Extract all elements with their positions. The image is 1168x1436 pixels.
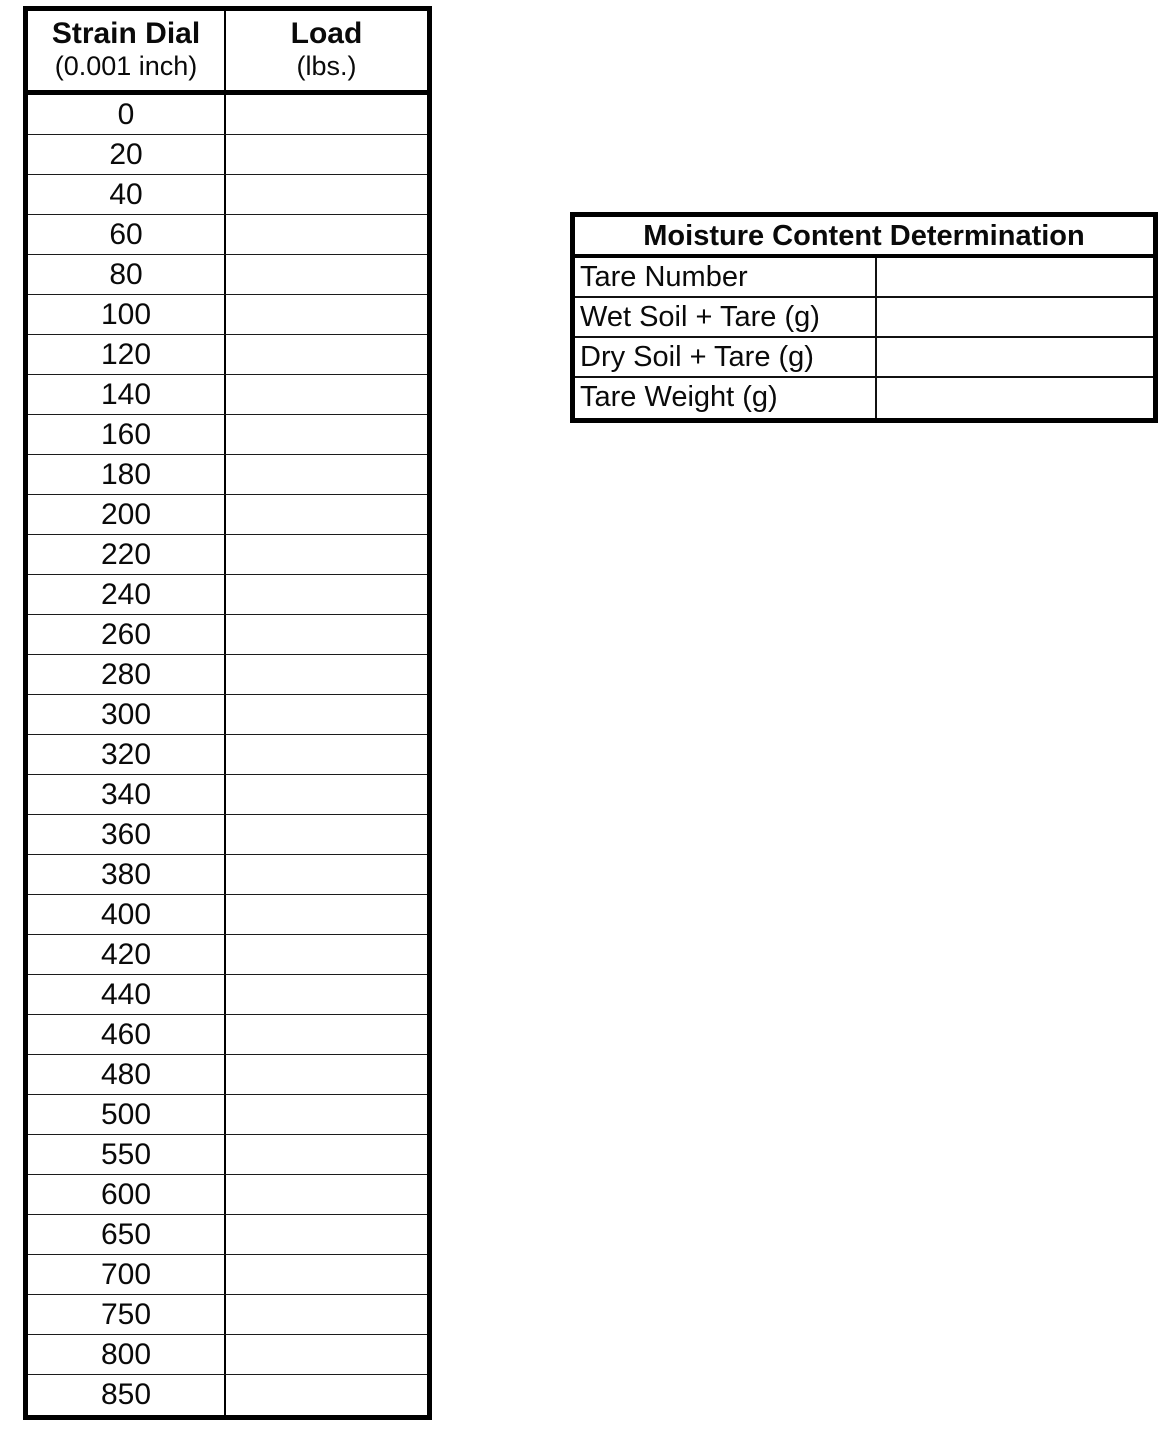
load-value-cell [226,1175,427,1214]
moisture-row-value-cell [877,378,1153,418]
strain-dial-cell: 80 [28,255,226,294]
load-value-cell [226,215,427,254]
moisture-table-body [575,258,1153,418]
table-row [575,258,1153,298]
strain-dial-cell: 420 [28,935,226,974]
table-row [575,378,1153,418]
load-value-cell [226,1295,427,1334]
load-value-cell [226,95,427,134]
strain-dial-cell: 550 [28,1135,226,1174]
load-header-title: Load [290,17,363,50]
strain-dial-cell: 340 [28,775,226,814]
load-value-cell [226,175,427,214]
load-value-cell [226,655,427,694]
strain-dial-cell: 240 [28,575,226,614]
strain-dial-cell: 220 [28,535,226,574]
moisture-row-value-cell [877,338,1153,376]
table-row [28,655,427,695]
strain-dial-cell: 180 [28,455,226,494]
load-value-cell [226,415,427,454]
load-value-cell [226,775,427,814]
table-row [28,1335,427,1375]
table-row [28,575,427,615]
table-row [28,1175,427,1215]
load-header-units: (lbs.) [296,51,357,81]
table-row [28,135,427,175]
table-row [28,695,427,735]
load-value-cell [226,1135,427,1174]
strain-dial-cell: 400 [28,895,226,934]
strain-dial-cell: 40 [28,175,226,214]
strain-dial-cell: 160 [28,415,226,454]
strain-dial-cell: 600 [28,1175,226,1214]
table-row [28,255,427,295]
table-row [28,1375,427,1415]
strain-table-header [28,11,427,95]
load-value-cell [226,375,427,414]
load-value-cell [226,895,427,934]
strain-dial-cell: 700 [28,1255,226,1294]
table-row [28,1215,427,1255]
strain-dial-cell: 380 [28,855,226,894]
table-row [575,298,1153,338]
strain-dial-header-units: (0.001 inch) [54,51,198,81]
load-value-cell [226,1055,427,1094]
table-row [575,338,1153,378]
load-value-cell [226,695,427,734]
moisture-table-title: Moisture Content Determination [575,217,1153,258]
table-row [28,1055,427,1095]
strain-dial-cell: 650 [28,1215,226,1254]
strain-dial-cell: 360 [28,815,226,854]
table-row [28,1135,427,1175]
load-header-cell [226,11,427,90]
table-row [28,1095,427,1135]
load-value-cell [226,1375,427,1415]
table-row [28,335,427,375]
table-row [28,175,427,215]
table-row [28,815,427,855]
moisture-row-value-cell [877,258,1153,296]
strain-dial-cell: 500 [28,1095,226,1134]
table-row [28,735,427,775]
table-row [28,95,427,135]
moisture-row-label: Tare Weight (g) [575,378,877,418]
load-value-cell [226,1095,427,1134]
strain-dial-cell: 140 [28,375,226,414]
moisture-row-value-cell [877,298,1153,336]
table-row [28,935,427,975]
table-row [28,295,427,335]
table-row [28,415,427,455]
strain-table-body [28,95,427,1415]
load-value-cell [226,575,427,614]
table-row [28,375,427,415]
load-value-cell [226,735,427,774]
table-row [28,495,427,535]
table-row [28,855,427,895]
moisture-row-label: Dry Soil + Tare (g) [575,338,877,376]
strain-load-table [23,6,432,1420]
load-value-cell [226,975,427,1014]
strain-dial-cell: 260 [28,615,226,654]
load-value-cell [226,335,427,374]
load-value-cell [226,1335,427,1374]
load-value-cell [226,855,427,894]
strain-dial-cell: 750 [28,1295,226,1334]
strain-dial-header-cell [28,11,226,90]
table-row [28,1015,427,1055]
strain-dial-cell: 800 [28,1335,226,1374]
strain-dial-cell: 100 [28,295,226,334]
strain-dial-cell: 460 [28,1015,226,1054]
moisture-row-label: Wet Soil + Tare (g) [575,298,877,336]
strain-dial-cell: 120 [28,335,226,374]
strain-dial-cell: 0 [28,95,226,134]
strain-dial-cell: 60 [28,215,226,254]
moisture-content-table [570,212,1158,423]
load-value-cell [226,1255,427,1294]
table-row [28,1295,427,1335]
load-value-cell [226,1215,427,1254]
load-value-cell [226,935,427,974]
table-row [28,535,427,575]
strain-dial-cell: 850 [28,1375,226,1415]
load-value-cell [226,615,427,654]
table-row [28,1255,427,1295]
strain-dial-header-title: Strain Dial [51,17,201,50]
load-value-cell [226,455,427,494]
load-value-cell [226,495,427,534]
load-value-cell [226,135,427,174]
strain-dial-cell: 300 [28,695,226,734]
strain-dial-cell: 480 [28,1055,226,1094]
table-row [28,615,427,655]
load-value-cell [226,1015,427,1054]
strain-dial-cell: 320 [28,735,226,774]
strain-dial-cell: 280 [28,655,226,694]
table-row [28,975,427,1015]
table-row [28,215,427,255]
load-value-cell [226,295,427,334]
moisture-row-label: Tare Number [575,258,877,296]
table-row [28,775,427,815]
table-row [28,895,427,935]
strain-dial-cell: 200 [28,495,226,534]
load-value-cell [226,535,427,574]
strain-dial-cell: 440 [28,975,226,1014]
load-value-cell [226,815,427,854]
load-value-cell [226,255,427,294]
strain-dial-cell: 20 [28,135,226,174]
table-row [28,455,427,495]
